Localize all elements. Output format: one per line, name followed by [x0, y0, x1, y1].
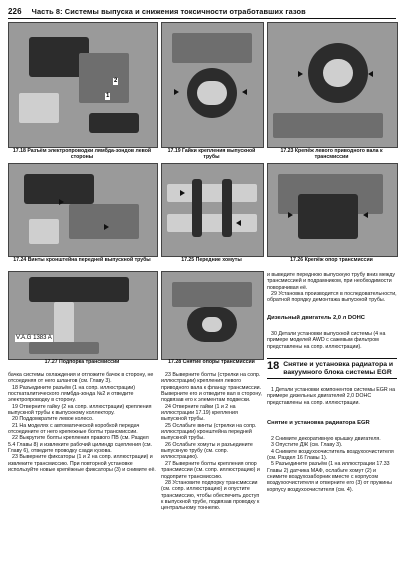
photo-17-19 [161, 22, 264, 148]
paragraph: бачка системы охлаждения и отложите бачок в сторону, не отсоединяя от него шлангов (см. Главу 3). [8, 372, 154, 385]
right-col-top-text [267, 272, 397, 304]
caption-17-25: 17.25 Передние хомуты [181, 257, 242, 263]
chapter-title: Часть 8: Системы выпуска и снижения токсичности отработавших газов [31, 6, 306, 16]
paragraph: 20 Поддомкратите левое колесо. [12, 416, 94, 423]
paragraph: 26 Ослабьте хомуты и разъедините выпускную трубу (см. сопр. иллюстрацию). [161, 441, 253, 461]
caption-17-26: 17.26 Крепёж опор трансмиссии [290, 257, 373, 263]
paragraph: 25 Ослабьте винты (стрелки на сопр. иллюстрации) кронштейна передней выпускной трубы. [161, 422, 257, 442]
section-number: 18 [267, 360, 280, 372]
paragraph: 1 Детали установки компонентов системы EGR на примере дизельных двигателей 2,0 DOHC представлены на сопр. иллюстрации. [267, 387, 396, 406]
paragraph: 18 Разъедините разъём (1 на сопр. иллюстрации) посткаталитического лямбда-зонда №2 и отведите электропроводку в сторону. [8, 384, 136, 404]
col3-text [267, 387, 397, 406]
photo-17-25 [161, 163, 264, 257]
caption-17-19: 17.19 Гайки крепления выпускной трубы [167, 148, 256, 161]
egr-subheading: Снятие и установка радиатора EGR [267, 420, 370, 426]
photo-17-28 [161, 271, 264, 360]
caption-17-28: 17.28 Снятие опоры трансмиссии [168, 359, 255, 365]
paragraph: 24 Отверните гайки (1 и 2 на иллюстрации 17.19) крепления выпускной трубы. [161, 403, 238, 423]
photo-17-26 [267, 163, 398, 257]
step: 2 Снимите декоративную крышку двигателя. [271, 436, 381, 442]
photo-17-23 [267, 22, 398, 148]
page-header [8, 4, 396, 19]
paragraph: 23 Выверните болты (стрелки на сопр. иллюстрации) крепления левого приводного вала к фланцу трансмиссии. Выверните его и отведите вал в сторону, подвязав его к элементам подвески. [161, 372, 262, 404]
paragraph: 22 Выкрутите болты крепления правого ПВ (см. Раздел 5.4 Главы 8) и извлеките рабочий цилиндр сцепления (см. Главу 6), отведите проводку сзади кузова. [8, 435, 152, 455]
paragraph: и выведите переднюю выпускную трубу вниз между трансмиссией и подрамником, при необходимости поворачивая её. [267, 272, 396, 291]
step: 4 Снимите воздухоочиститель воздухоочистителя (см. Раздел 16 Главы 1). [267, 448, 394, 462]
paragraph: 28 Установите подпорку трансмиссии (см. сопр. иллюстрацию) и опустите трансмиссию, чтобы обеспечить доступ к выпускной трубе, подвязав проводку к центральному тоннелю. [161, 479, 260, 512]
diesel-text [267, 331, 397, 350]
section-18-heading [267, 358, 397, 379]
col2-text [161, 372, 262, 512]
photo-17-24 [8, 163, 158, 257]
photo-17-18 [8, 22, 158, 148]
section-title: Снятие и установка радиатора и вакуумного блока системы EGR [283, 361, 394, 376]
paragraph: 30 Детали установки выпускной системы (4 на примере моделей AWD с сажевым фильтром представлены на сопр. иллюстрации). [267, 331, 386, 350]
step: 5 Разъедините разъём (1 на иллюстрации 17.33 Главы 2) датчика МАФ, ослабьте хомут (2) и снимите воздухозаборник вместе с корпусом воздухоочистителя и отверните его (3) от пружины корпусу воздухоочистителя (см. 4). [267, 461, 392, 493]
tool-tag: V.A.G 1383 A [16, 335, 52, 341]
photo-label-2: 2 [114, 78, 118, 84]
diesel-heading: Дизельный двигатель 2,0 л DOHC [267, 315, 365, 321]
step: 3 Опустите ДЖ (см. Главу 3). [271, 442, 343, 449]
page-number: 226 [8, 6, 22, 16]
paragraph: 29 Установка производится в последовательности, обратной порядку демонтажа выпускной трубы. [267, 291, 397, 304]
paragraph: 19 Отверните гайку (2 на сопр. иллюстрации) крепления выпускной трубы к выпускному коллектору. [8, 403, 152, 417]
col3-steps [267, 436, 397, 493]
paragraph: 27 Выверните болты крепления опор трансмиссии (см. сопр. иллюстрацию) и подоприте трансмиссию. [161, 460, 260, 480]
paragraph: 21 На моделях с автоматической коробкой передач отсоедините от него крепежные болты трансмиссии. [8, 422, 140, 436]
col1-text [8, 372, 156, 474]
paragraph: 23 Выверните фиксаторы (1 и 2 на сопр. иллюстрации) и извлеките трансмиссию. При повторной установке используйте новые крепёжные фиксаторы (3) и снимите её. [8, 454, 156, 474]
caption-17-18: 17.18 Разъём электропроводки лямбда-зондов левой стороны [12, 148, 152, 161]
photo-17-27 [8, 271, 158, 360]
caption-17-27: 17.27 Подпорка трансмиссии [44, 359, 120, 365]
caption-17-24: 17.24 Винты кронштейна передней выпускной трубы [13, 257, 151, 263]
photo-label-1: 1 [106, 93, 110, 99]
caption-17-23: 17.23 Крепёж левого приводного вала к трансмиссии [280, 148, 383, 161]
